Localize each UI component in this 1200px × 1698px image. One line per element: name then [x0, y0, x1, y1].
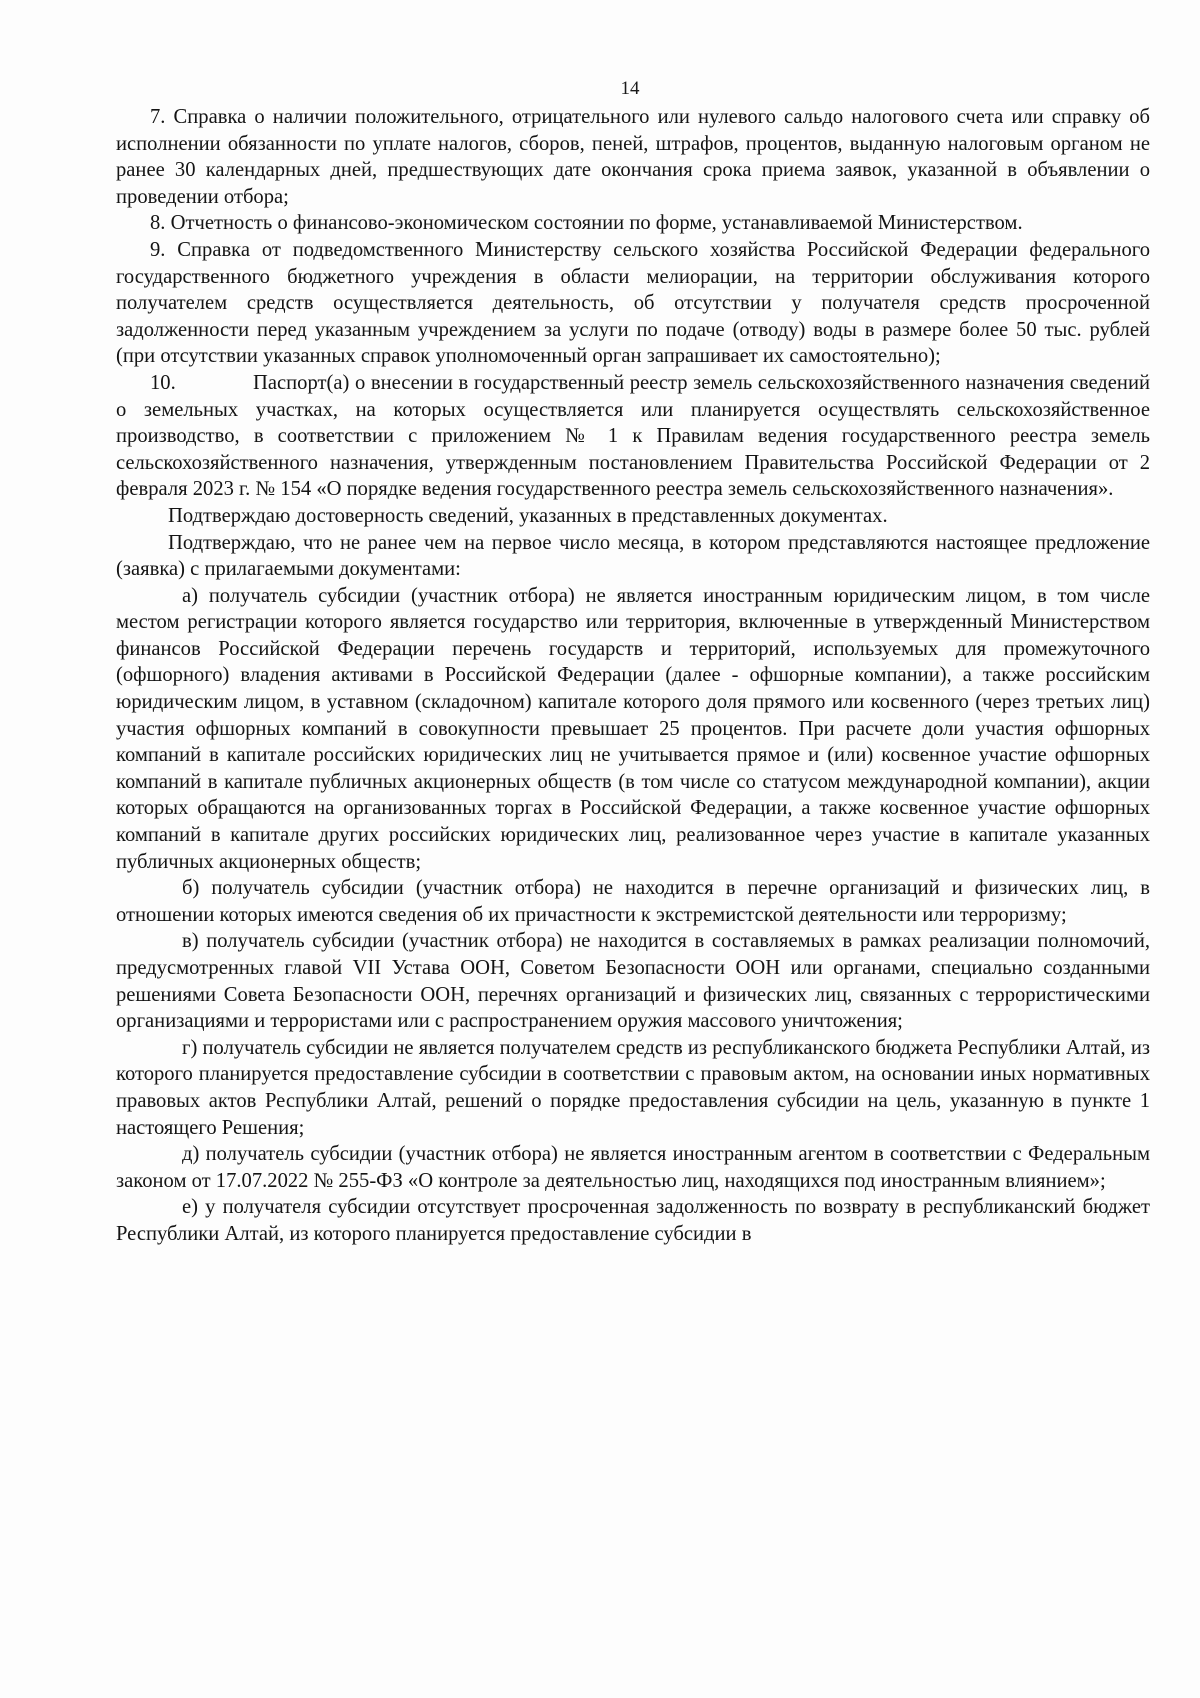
paragraph-sub-a: а) получатель субсидии (участник отбора) не является иностранным юридическим лицом, в том числе местом регистрации которого является государство или территория, включенные в утвержденный Министерством финансов Российской Федерации перечень государств и территорий, используемых для промежуточного (офшорного) владения активами в Российской Федерации (далее - офшорные компании), а также российским юридическим лицом, в уставном (складочном) капитале которого доля прямого или косвенного (через третьих лиц) участия офшорных компаний в совокупности превышает 25 процентов. При расчете доли участия офшорных компаний в капитале российских юридических лиц не учитывается прямое и (или) косвенное участие офшорных компаний в капитале публичных акционерных обществ (в том числе со статусом международной компании), акции которых обращаются на организованных торгах в Российской Федерации, а также косвенное участие офшорных компаний в капитале других российских юридических лиц, реализованное через участие в капитале указанных публичных акционерных обществ;	[116, 584, 1150, 873]
item-10-text: Паспорт(а) о внесении в государственный реестр земель сельскохозяйственного назначения сведений о земельных участках, на которых осуществляется или планируется осуществлять сельскохозяйственное производство, в соответствии с приложением № 1 к Правилам ведения государственного реестра земель сельскохозяйственного назначения, утвержденным постановлением Правительства Российской Федерации от 2 февраля 2023 г. № 154 «О порядке ведения государственного реестра земель сельскохозяйственного назначения».	[116, 371, 1150, 501]
paragraph-item-7: 7. Справка о наличии положительного, отрицательного или нулевого сальдо налогового счета или справку об исполнении обязанности по уплате налогов, сборов, пеней, штрафов, процентов, выданную налоговым органом не ранее 30 календарных дней, предшествующих дате окончания срока приема заявок, указанной в объявлении о проведении отбора;	[116, 106, 1150, 208]
paragraph-confirm-accuracy: Подтверждаю достоверность сведений, указанных в представленных документах.	[168, 504, 888, 527]
item-10-number: 10.	[150, 371, 176, 394]
paragraph-sub-v: в) получатель субсидии (участник отбора) не находится в составляемых в рамках реализации полномочий, предусмотренных главой VII Устава ООН, Советом Безопасности ООН или органами, специально созданными решениями Совета Безопасности ООН, перечнях организаций и физических лиц, связанных с террористическими организациями и террористами или с распространением оружия массового уничтожения;	[116, 930, 1150, 1033]
paragraph-item-10	[116, 370, 1150, 503]
paragraph-sub-g: г) получатель субсидии не является получателем средств из республиканского бюджета Республики Алтай, из которого планируется предоставление субсидии в соответствии с правовым актом, на основании иных нормативных правовых актов Республики Алтай, решений о порядке предоставления субсидии на цель, указанную в пункте 1 настоящего Решения;	[116, 1036, 1150, 1139]
paragraph-item-8: 8. Отчетность о финансово-экономическом состоянии по форме, устанавливаемой Министерством.	[150, 212, 1023, 235]
page-number: 14	[620, 78, 640, 99]
paragraph-sub-d: д) получатель субсидии (участник отбора) не является иностранным агентом в соответствии с Федеральным законом от 17.07.2022 № 255-ФЗ «О контроле за деятельностью лиц, находящихся под иностранным влиянием»;	[116, 1143, 1150, 1192]
paragraph-sub-b: б) получатель субсидии (участник отбора) не находится в перечне организаций и физических лиц, в отношении которых имеются сведения об их причастности к экстремистской деятельности или терроризму;	[116, 877, 1150, 926]
paragraph-sub-e: е) у получателя субсидии отсутствует просроченная задолженность по возврату в республиканский бюджет Республики Алтай, из которого планируется предоставление субсидии в	[116, 1196, 1150, 1245]
paragraph-confirm-date: Подтверждаю, что не ранее чем на первое число месяца, в котором представляются настоящее предложение (заявка) с прилагаемыми документами:	[116, 531, 1150, 581]
paragraph-item-9: 9. Справка от подведомственного Министерству сельского хозяйства Российской Федерации федерального государственного бюджетного учреждения в области мелиорации, на территории обслуживания которого получателем средств осуществляется деятельность, об отсутствии у получателя средств просроченной задолженности перед указанным учреждением за услуги по подаче (отводу) воды в размере более 50 тыс. рублей (при отсутствии указанных справок уполномоченный орган запрашивает их самостоятельно);	[116, 238, 1150, 368]
document-body	[116, 104, 1150, 1248]
